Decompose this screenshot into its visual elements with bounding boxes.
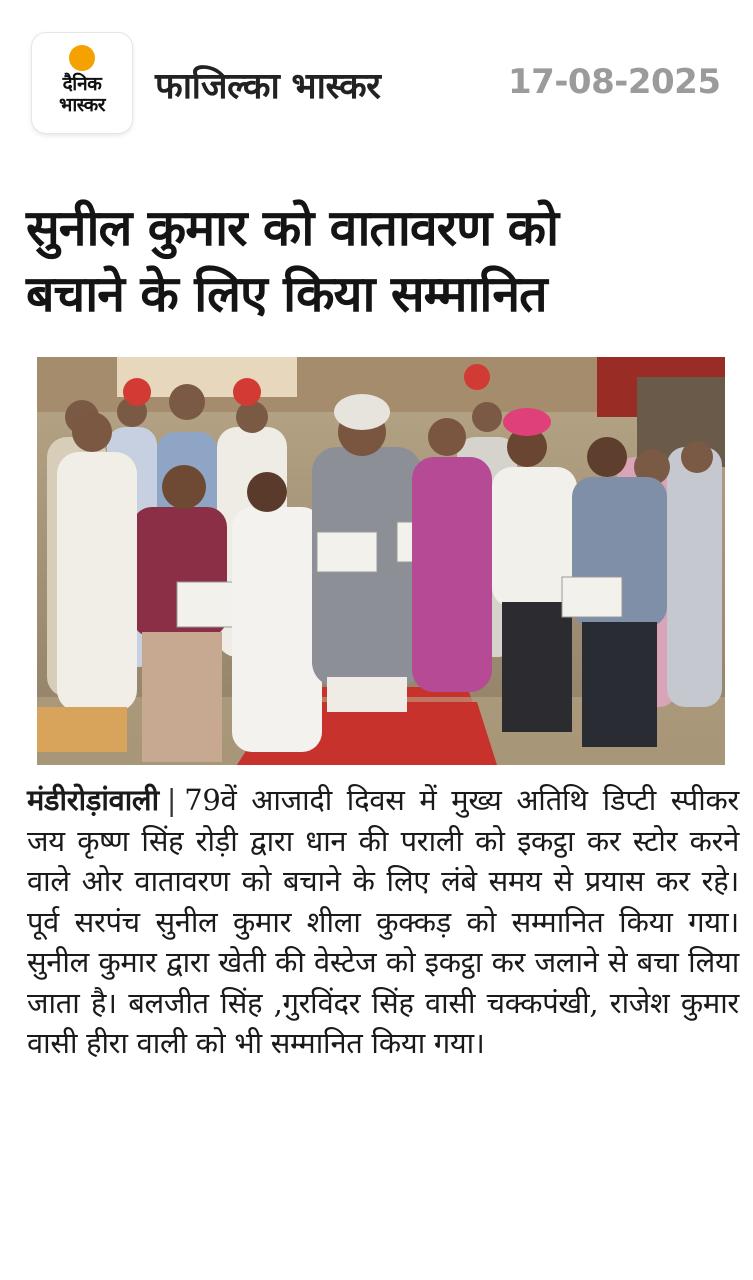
article-headline [26,195,726,327]
dainik-bhaskar-logo-icon[interactable] [32,33,132,133]
edition-title: फाजिल्का भास्कर [155,66,381,107]
article-dateline: मंडीरोड़ांवाली [27,783,159,817]
article-body [27,780,739,1064]
article-body-text: 79वें आजादी दिवस में मुख्य अतिथि डिप्टी स्पीकर जय कृष्ण सिंह रोड़ी द्वारा धान की पराली को इकट्ठा कर स्टोर करने वाले ओर वातावरण को बचाने के लिए लंबे समय से प्रयास कर रहे। पूर्व सरपंच सुनील कुमार शीला कुक्कड़ को सम्मानित किया गया। सुनील कुमार द्वारा खेती की वेस्टेज को इकट्ठा कर जलाने से बचा लिया जाता है। बलजीत सिंह ,गुरविंदर सिंह वासी चक्कपंखी, राजेश कुमार वासी हीरा वाली को भी सम्मानित किया गया। [27,783,739,1060]
article-photo [37,357,725,765]
headline-line-2: बचाने के लिए किया सम्मानित [26,265,547,323]
group-photo-illustration [37,357,725,765]
logo-text-line2: भास्कर [58,94,106,116]
headline-line-1: सुनील कुमार को वातावरण को [26,199,559,257]
edition-date: 17-08-2025 [508,62,721,102]
app-header [0,0,753,150]
dateline-separator: | [166,783,177,817]
logo-text-line1: दैनिक [62,73,102,95]
logo-sun-icon [69,45,95,71]
